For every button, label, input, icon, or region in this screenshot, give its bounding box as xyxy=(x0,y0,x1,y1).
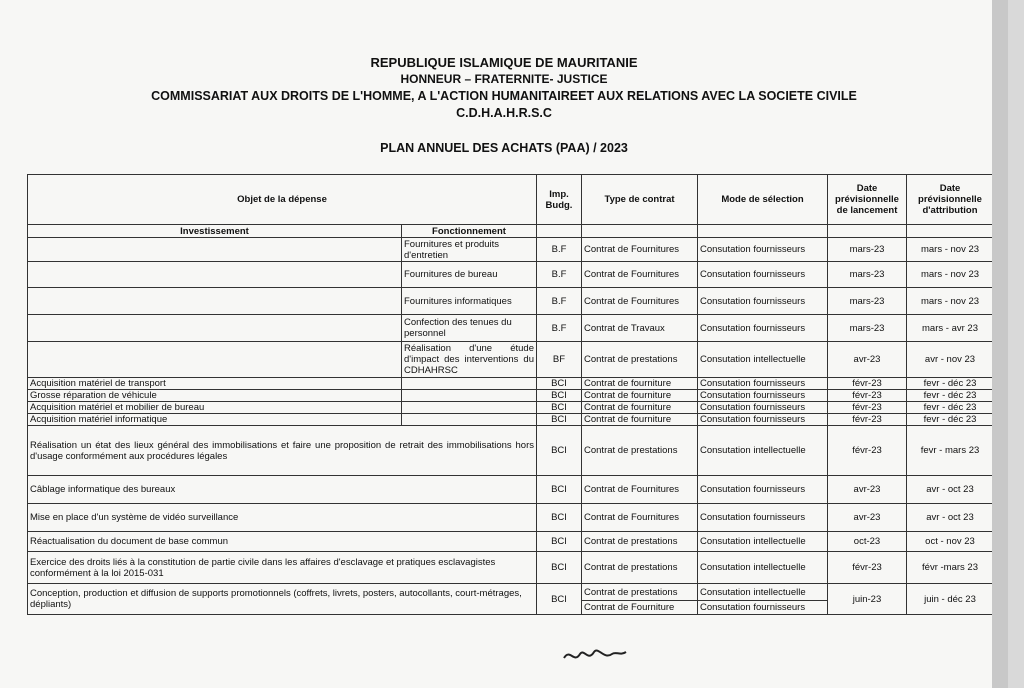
cell-type-contrat: Contrat de fourniture xyxy=(582,414,698,426)
header-line-republic: REPUBLIQUE ISLAMIQUE DE MAURITANIE xyxy=(370,55,638,70)
cell-date-attribution: juin - déc 23 xyxy=(907,584,994,615)
cell-mode-selection: Consutation fournisseurs xyxy=(698,414,828,426)
cell-investissement: Acquisition matériel de transport xyxy=(28,378,402,390)
cell-type-contrat: Contrat de prestations xyxy=(582,342,698,378)
cell-type-contrat: Contrat de prestations xyxy=(582,532,698,552)
cell-type-contrat: Contrat de Fournitures xyxy=(582,238,698,262)
cell-fonctionnement: Fournitures informatiques xyxy=(402,288,537,315)
table-row xyxy=(28,238,994,262)
cell-fonctionnement: Fournitures de bureau xyxy=(402,262,537,288)
cell-date-lancement: mars-23 xyxy=(828,288,907,315)
table-row xyxy=(28,414,994,426)
table-header-row xyxy=(28,175,994,225)
cell-imp-budg: B.F xyxy=(537,315,582,342)
cell-mode-selection: Consutation intellectuelle xyxy=(698,552,828,584)
cell-date-attribution: avr - oct 23 xyxy=(907,504,994,532)
header-date-lancement: Date prévisionnelle de lancement xyxy=(828,175,907,225)
cell-imp-budg: BF xyxy=(537,342,582,378)
cell-investissement: Réalisation un état des lieux général des immobilisations et faire une proposition de retrait des immobilisations hors d'usage conformément aux procédures légales xyxy=(28,426,537,476)
cell-mode-selection: Consutation fournisseurs xyxy=(698,378,828,390)
cell-date-lancement: mars-23 xyxy=(828,262,907,288)
cell-date-attribution: avr - nov 23 xyxy=(907,342,994,378)
cell-type-contrat: Contrat de prestations xyxy=(582,552,698,584)
cell-type-contrat: Contrat de Fournitures xyxy=(582,476,698,504)
cell-imp-budg: BCI xyxy=(537,414,582,426)
table-row xyxy=(28,504,994,532)
cell-date-lancement: avr-23 xyxy=(828,342,907,378)
table-row xyxy=(28,378,994,390)
cell-date-lancement: juin-23 xyxy=(828,584,907,615)
cell-type-contrat: Contrat de prestations xyxy=(582,426,698,476)
table-row xyxy=(28,315,994,342)
cell-type-contrat: Contrat de Fourniture xyxy=(582,601,698,615)
cell-fonctionnement-empty xyxy=(402,414,537,426)
purchase-plan-table xyxy=(27,174,994,615)
cell-mode-selection: Consutation fournisseurs xyxy=(698,238,828,262)
table-row xyxy=(28,342,994,378)
cell-mode-selection: Consutation fournisseurs xyxy=(698,390,828,402)
cell-date-lancement: mars-23 xyxy=(828,315,907,342)
cell-type-contrat: Contrat de Travaux xyxy=(582,315,698,342)
header-date-attribution: Date prévisionnelle d'attribution xyxy=(907,175,994,225)
cell-investissement: Réactualisation du document de base commun xyxy=(28,532,537,552)
header-imp-budg: Imp. Budg. xyxy=(537,175,582,225)
cell-mode-selection: Consutation fournisseurs xyxy=(698,288,828,315)
table-row xyxy=(28,426,994,476)
cell-date-attribution: fevr - déc 23 xyxy=(907,378,994,390)
cell-fonctionnement-empty xyxy=(402,390,537,402)
cell-date-attribution: mars - nov 23 xyxy=(907,238,994,262)
cell-date-lancement: févr-23 xyxy=(828,426,907,476)
table-row xyxy=(28,402,994,414)
page-edge-shadow xyxy=(992,0,1008,688)
cell-investissement: Exercice des droits liés à la constitution de partie civile dans les affaires d'esclavage et pratiques esclavagistes conformément à la loi 2015-031 xyxy=(28,552,537,584)
cell-investissement-empty xyxy=(28,262,402,288)
cell-mode-selection: Consutation intellectuelle xyxy=(698,584,828,601)
cell-type-contrat: Contrat de Fournitures xyxy=(582,288,698,315)
cell-investissement: Acquisition matériel informatique xyxy=(28,414,402,426)
cell-investissement: Acquisition matériel et mobilier de bureau xyxy=(28,402,402,414)
cell-date-attribution: févr -mars 23 xyxy=(907,552,994,584)
cell-date-lancement: oct-23 xyxy=(828,532,907,552)
cell-type-contrat: Contrat de Fournitures xyxy=(582,504,698,532)
header-mode-selection: Mode de sélection xyxy=(698,175,828,225)
cell-investissement: Conception, production et diffusion de supports promotionnels (coffrets, livrets, posters, autocollants, court-métrages, dépliants) xyxy=(28,584,537,615)
cell-mode-selection: Consutation fournisseurs xyxy=(698,315,828,342)
cell-date-lancement: févr-23 xyxy=(828,390,907,402)
cell-type-contrat: Contrat de fourniture xyxy=(582,402,698,414)
cell-date-attribution: fevr - déc 23 xyxy=(907,390,994,402)
cell-fonctionnement: Fournitures et produits d'entretien xyxy=(402,238,537,262)
cell-mode-selection: Consutation intellectuelle xyxy=(698,426,828,476)
cell-imp-budg: BCI xyxy=(537,504,582,532)
cell-date-lancement: avr-23 xyxy=(828,504,907,532)
signature-mark xyxy=(560,640,630,670)
cell-investissement-empty xyxy=(28,315,402,342)
table-row xyxy=(28,288,994,315)
cell-date-attribution: avr - oct 23 xyxy=(907,476,994,504)
table-subheader-row xyxy=(28,225,994,238)
subheader-investissement: Investissement xyxy=(28,225,402,238)
table-row xyxy=(28,476,994,504)
cell-imp-budg: BCI xyxy=(537,552,582,584)
cell-mode-selection: Consutation intellectuelle xyxy=(698,342,828,378)
table-row xyxy=(28,584,994,601)
cell-date-attribution: oct - nov 23 xyxy=(907,532,994,552)
cell-date-lancement: avr-23 xyxy=(828,476,907,504)
cell-fonctionnement: Réalisation d'une étude d'impact des interventions du CDHAHRSC xyxy=(402,342,537,378)
cell-imp-budg: B.F xyxy=(537,262,582,288)
cell-investissement: Grosse réparation de véhicule xyxy=(28,390,402,402)
table-row xyxy=(28,532,994,552)
cell-imp-budg: BCI xyxy=(537,584,582,615)
cell-type-contrat: Contrat de Fournitures xyxy=(582,262,698,288)
cell-mode-selection: Consutation intellectuelle xyxy=(698,532,828,552)
cell-date-lancement: févr-23 xyxy=(828,414,907,426)
subheader-fonctionnement: Fonctionnement xyxy=(402,225,537,238)
cell-date-lancement: mars-23 xyxy=(828,238,907,262)
cell-imp-budg: BCI xyxy=(537,390,582,402)
cell-type-contrat: Contrat de fourniture xyxy=(582,378,698,390)
cell-investissement-empty xyxy=(28,342,402,378)
document-title: PLAN ANNUEL DES ACHATS (PAA) / 2023 xyxy=(380,141,628,155)
cell-investissement-empty xyxy=(28,238,402,262)
document-header xyxy=(0,54,1008,122)
cell-mode-selection: Consutation fournisseurs xyxy=(698,476,828,504)
cell-imp-budg: BCI xyxy=(537,532,582,552)
cell-date-attribution: fevr - déc 23 xyxy=(907,402,994,414)
header-line-acronym: C.D.H.A.H.R.S.C xyxy=(456,106,552,120)
cell-date-lancement: févr-23 xyxy=(828,552,907,584)
table-row xyxy=(28,390,994,402)
table-row xyxy=(28,262,994,288)
cell-date-attribution: fevr - mars 23 xyxy=(907,426,994,476)
cell-mode-selection: Consutation fournisseurs xyxy=(698,262,828,288)
cell-fonctionnement-empty xyxy=(402,402,537,414)
cell-investissement: Mise en place d'un système de vidéo surveillance xyxy=(28,504,537,532)
header-type-contrat: Type de contrat xyxy=(582,175,698,225)
table-row xyxy=(28,552,994,584)
header-line-institution: COMMISSARIAT AUX DROITS DE L'HOMME, A L'ACTION HUMANITAIREET AUX RELATIONS AVEC LA SOCIETE CIVILE xyxy=(151,89,857,103)
cell-date-attribution: mars - nov 23 xyxy=(907,288,994,315)
cell-mode-selection: Consutation fournisseurs xyxy=(698,402,828,414)
cell-mode-selection: Consutation fournisseurs xyxy=(698,504,828,532)
cell-fonctionnement: Confection des tenues du personnel xyxy=(402,315,537,342)
cell-date-attribution: mars - avr 23 xyxy=(907,315,994,342)
cell-date-attribution: mars - nov 23 xyxy=(907,262,994,288)
cell-type-contrat: Contrat de fourniture xyxy=(582,390,698,402)
header-line-motto: HONNEUR – FRATERNITE- JUSTICE xyxy=(400,72,608,86)
cell-mode-selection: Consutation fournisseurs xyxy=(698,601,828,615)
cell-imp-budg: BCI xyxy=(537,402,582,414)
cell-imp-budg: BCI xyxy=(537,426,582,476)
cell-type-contrat: Contrat de prestations xyxy=(582,584,698,601)
cell-date-lancement: févr-23 xyxy=(828,378,907,390)
header-objet: Objet de la dépense xyxy=(28,175,537,225)
cell-date-attribution: fevr - déc 23 xyxy=(907,414,994,426)
cell-date-lancement: févr-23 xyxy=(828,402,907,414)
cell-investissement-empty xyxy=(28,288,402,315)
cell-imp-budg: BCI xyxy=(537,378,582,390)
cell-imp-budg: B.F xyxy=(537,288,582,315)
cell-fonctionnement-empty xyxy=(402,378,537,390)
cell-imp-budg: BCI xyxy=(537,476,582,504)
cell-imp-budg: B.F xyxy=(537,238,582,262)
cell-investissement: Câblage informatique des bureaux xyxy=(28,476,537,504)
